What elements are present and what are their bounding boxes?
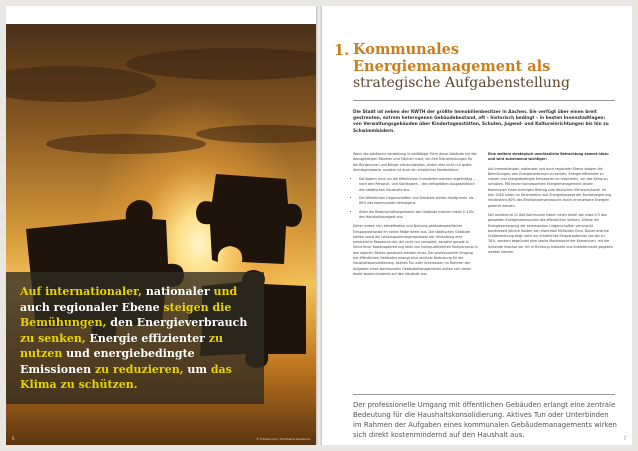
pull-quote [20,284,252,393]
pull-quote-segment: zu senken, [20,331,90,345]
text-column-1 [353,152,478,281]
pull-quote-segment: das Klima zu schützen. [20,362,232,391]
chapter-title [353,41,550,75]
pull-quote-segment: und [209,285,238,298]
col1-bullet: • Allein die Bewirtschaftungskosten der Gebäude machen meist 5–10% des Haushaltsbudgets aus. [359,210,478,221]
chapter-number: 1. [334,42,350,59]
chapter-title-line-2: Energiemanagement als [353,58,551,75]
pull-quote-segment: zu nutzen [20,331,224,360]
col2-paragraph-1: Auf internationaler, nationaler und auch regionaler Ebene steigen die Bemühungen, den Energieverbrauch zu senken, Energie effizienter zu nutzen und energiebedingte Emissionen zu reduzieren, um das Klima zu schützen. Mit einem konsequenten Energiemanagement leisten Kommunen einen wichtigen Beitrag zum deutschen Klimaschutzziel. Im Jahr 2050 sollen im Stromsektor laut Energiekonzept der Bundesregierung mindestens 80% des Bruttostromverbrauchs durch erneuerbare Energien gedeckt werden. [488,166,611,208]
pull-quote-segment: Energie effizienter [89,331,205,345]
col1-bullet: • Die öffentlichen Liegenschaften und Gebäude stellen häufig mehr als 80% des kommunalen Vermögens. [359,196,478,207]
title-divider [353,100,615,101]
closing-statement: Der professionelle Umgang mit öffentlichen Gebäuden erlangt eine zentrale Bedeutung für die Haushaltskonsolidierung. Aktives Tun oder Unterbinden im Rahmen der Aufgaben eines kommunalen Gebäudemanagements wirken sich direkt kostenmindernd auf den Haushalt aus. [353,401,617,439]
pull-quote-segment: zu reduzieren, [91,362,188,376]
pull-quote-segment: und energiebedingte Emissionen [20,347,195,376]
intro-paragraph: Die Stadt ist neben der RWTH der größte Immobilienbesitzer in Aachen. Sie verfügt über einen breit gestreuten, extrem heterogenen Gebäudebestand, oft – historisch bedingt – in besten Innenstadtlagen: von Verwaltungsgebäuden über Kindertagesstätten, Schulen, Jugend- und Kultureinrichtungen bis hin zu Schwimmbädern. [353,110,609,134]
pull-quote-box [6,272,264,404]
page-number-left: 6 [12,436,15,441]
pull-quote-segment: den Energieverbrauch [110,316,248,329]
pull-quote-segment: um [187,362,208,376]
text-column-2 [488,152,613,259]
pull-quote-segment: steigen die Bemühungen, [20,300,232,329]
col2-lead: Eine weitere strategisch unerlässliche Betrachtung kommt hinzu und wird zunehmend wichtiger: [488,152,609,162]
pull-quote-segment: nationaler [145,285,210,298]
left-page [6,6,316,445]
col1-bullet-list [353,177,478,220]
page-number-right: 7 [623,436,626,441]
col1-paragraph-1: Wenn die städtische Verwaltung in vielfältiger Form diese Gebäude mit der dazugehörigen Räumen und Flächen nutzt, um ihre Dienstleistungen für die Bürgerinnen und Bürger sicherzustellen, birden dies nicht nur große Vermögenswerte, sondern ist auch ein erheblicher Kostenfaktor: [353,152,477,172]
col2-paragraph-2: Der annähernd 11.000 Kommunen haben einen Anteil von etwa 2/3 des gesamten Energieverbrauches des öffentlichen Sektors. Alleine die Energieversorgung der kommunalen Liegenschaften verursacht bundesweit jährlich Kosten von etwa zwei Milliarden Euro. Dieser enorme Größenordnung birgt nicht nur erhebliches Einsparpotenzial von bis zu 30%, sondern begründet eine starke Marktmacht der Kommunen, mit der lenkende Impulse vor Ort in Richtung Industrie und Anbietermarkt gegeben werden können. [488,212,613,255]
col1-paragraph-2: Daher wirken sich Identifikation und Nutzung gebäudespezifischer Einsparpotenziale im hohen Maße direkt aus. Die städtischen Gebäude stellen somit ein Leistungsvermögensprozess der Verwaltung eine wesentliche Ressource dar, die nicht nur verwaltet, sondern gerade in Sinne einer Kostenoptimierung aktiv von hochqualifizierten Fachpersonal in den eigenen Reihen gesteuert werden muss. Der professionelle Umgang mit öffentlichen Gebäuden erlangt eine zentrale Bedeutung für die Haushaltskonsolidierung. Aktives Tun oder Unterlassen im Rahmen der Aufgaben eines kommunalen Gebäudemanagements wirken sich daher direkt kostenmindernd auf den Haushalt aus. [353,224,478,276]
chapter-subtitle: strategische Aufgabenstellung [353,75,570,91]
pull-quote-segment: Auf internationaler, [20,285,146,298]
closing-divider [353,394,615,395]
chapter-title-line-1: Kommunales [353,41,460,58]
pull-quote-segment: auch regionaler Ebene [20,300,160,314]
col1-bullet: • Die Kosten rund um die öffentlichen Immobilien machen regelmäßig – nach den Personal- und Sachkosten – den drittgrößten Ausgabenblock des städtischen Haushalts aus. [359,177,478,193]
right-page [322,6,632,445]
photo-credit: © Fotolia.com | Photoshot Redwood [256,437,310,441]
